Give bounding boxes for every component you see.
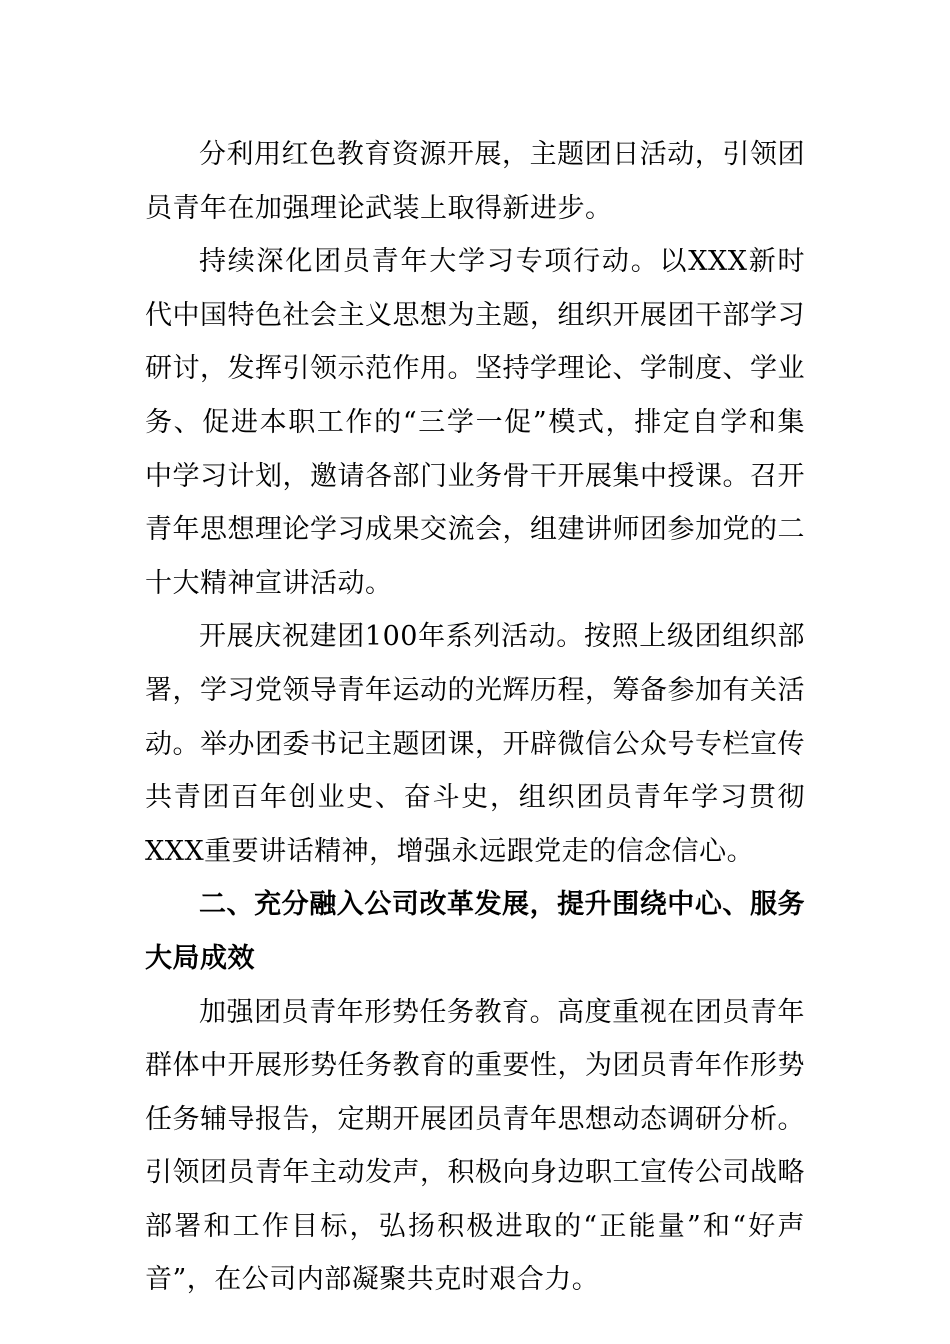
paragraph-red-education: 分利用红色教育资源开展，主题团日活动，引领团员青年在加强理论武装上取得新进步。 (145, 139, 805, 224)
paragraph-youth-study-action: 持续深化团员青年大学习专项行动。以XXX新时代中国特色社会主义思想为主题，组织开展团干部学习研讨，发挥引领示范作用。坚持学理论、学制度、学业务、促进本职工作的“三学一促”模式，排定自学和集中学习计划，邀请各部门业务骨干开展集中授课。召开青年思想理论学习成果交流会，组建讲师团参加党的二十大精神宣讲活动。 (145, 246, 805, 599)
paragraph-situation-education: 加强团员青年形势任务教育。高度重视在团员青年群体中开展形势任务教育的重要性，为团员青年作形势任务辅导报告，定期开展团员青年思想动态调研分析。引领团员青年主动发声，积极向身边职工宣传公司战略部署和工作目标，弘扬积极进取的“正能量”和“好声音”，在公司内部凝聚共克时艰合力。 (145, 996, 805, 1296)
paragraph-league-centenary: 开展庆祝建团100年系列活动。按照上级团组织部署，学习党领导青年运动的光辉历程，筹备参加有关活动。举办团委书记主题团课，开辟微信公众号专栏宣传共青团百年创业史、奋斗史，组织团员青年学习贯彻XXX重要讲话精神，增强永远跟党走的信念信心。 (145, 621, 805, 867)
section-heading-two: 二、充分融入公司改革发展，提升围绕中心、服务大局成效 (145, 889, 805, 974)
document-body (145, 128, 805, 1307)
